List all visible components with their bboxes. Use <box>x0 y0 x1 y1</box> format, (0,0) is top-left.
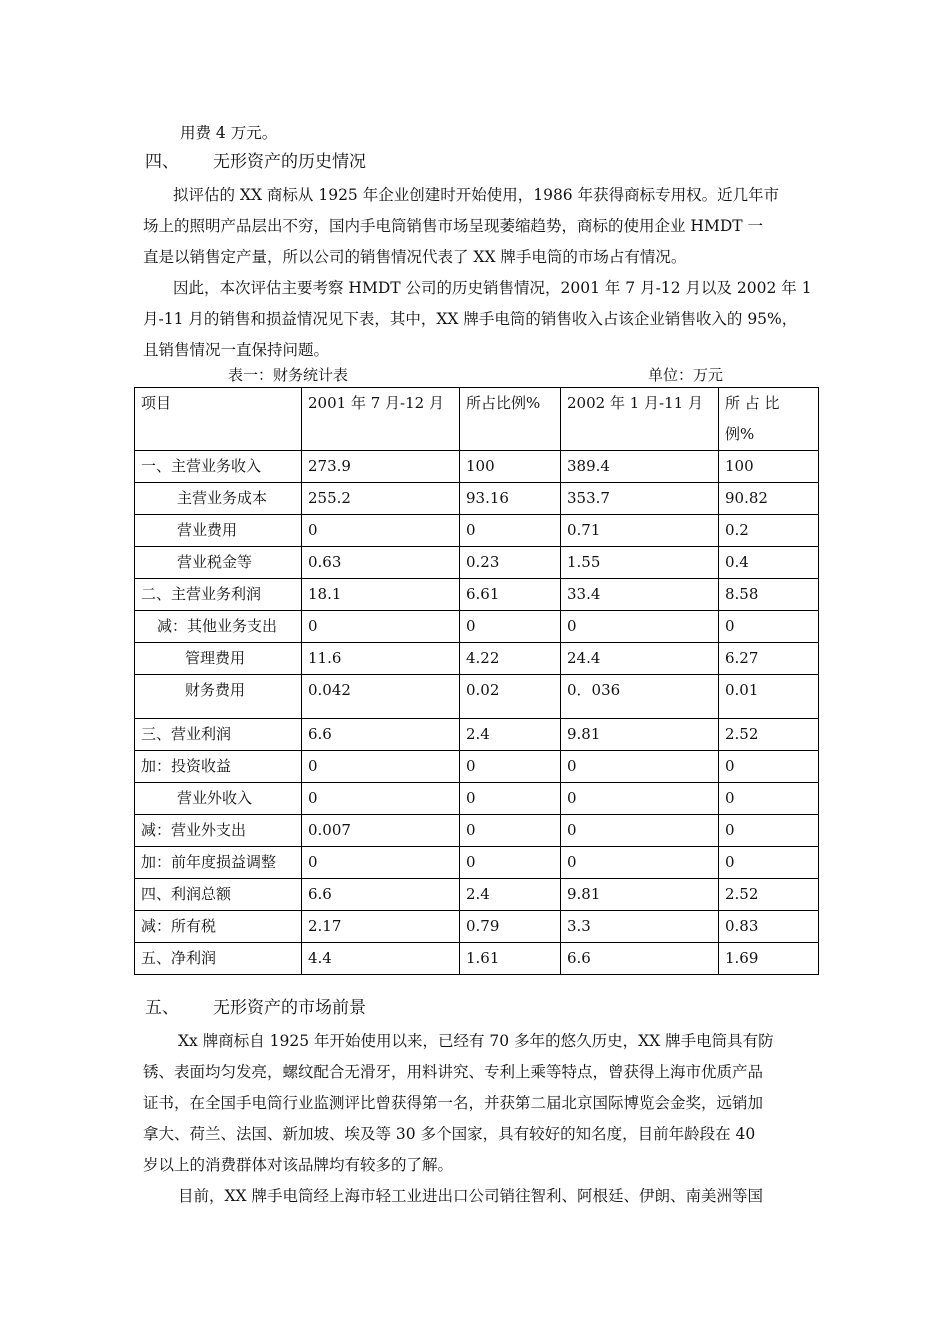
row-item: 加：前年度损益调整 <box>135 847 302 879</box>
row-item: 减：其他业务支出 <box>135 611 302 643</box>
s5-p1-line5: 岁以上的消费群体对该品牌均有较多的了解。 <box>143 1156 454 1174</box>
cell-ratio-2001: 0 <box>460 515 561 547</box>
row-item: 财务费用 <box>135 675 302 719</box>
table-unit: 单位：万元 <box>648 366 724 384</box>
cell-ratio-2002: 0 <box>719 847 819 879</box>
cell-ratio-2001: 93.16 <box>460 483 561 515</box>
cell-2001: 0 <box>302 783 460 815</box>
table-row <box>135 547 819 579</box>
cell-ratio-2002: 0.2 <box>719 515 819 547</box>
row-item: 三、营业利润 <box>135 719 302 751</box>
row-item: 管理费用 <box>135 643 302 675</box>
table-row <box>135 879 819 911</box>
section-5-number: 五、 <box>145 998 179 1018</box>
table-row <box>135 815 819 847</box>
cell-2002: 6.6 <box>561 943 719 975</box>
cell-2002: 33.4 <box>561 579 719 611</box>
header-2002: 2002 年 1 月-11 月 <box>561 388 719 451</box>
cell-2001: 6.6 <box>302 879 460 911</box>
row-item: 减：所有税 <box>135 911 302 943</box>
cell-ratio-2001: 1.61 <box>460 943 561 975</box>
row-item: 四、利润总额 <box>135 879 302 911</box>
s4-p1-line1: 拟评估的 XX 商标从 1925 年企业创建时开始使用，1986 年获得商标专用权。近几年市 <box>173 186 780 204</box>
cell-ratio-2001: 2.4 <box>460 879 561 911</box>
cell-ratio-2002: 6.27 <box>719 643 819 675</box>
cell-2001: 18.1 <box>302 579 460 611</box>
row-item: 营业税金等 <box>135 547 302 579</box>
s5-p2-line1: 目前，XX 牌手电筒经上海市轻工业进出口公司销往智利、阿根廷、伊朗、南美洲等国 <box>178 1187 763 1205</box>
table-row <box>135 911 819 943</box>
s4-p2-line1: 因此，本次评估主要考察 HMDT 公司的历史销售情况，2001 年 7 月-12 月以及 2002 年 1 <box>173 279 812 297</box>
cell-ratio-2002: 2.52 <box>719 879 819 911</box>
cell-ratio-2001: 0.02 <box>460 675 561 719</box>
table-caption: 表一：财务统计表 <box>228 366 349 384</box>
cell-ratio-2001: 0.79 <box>460 911 561 943</box>
table-row <box>135 579 819 611</box>
cell-2002: 0 <box>561 611 719 643</box>
table-row <box>135 451 819 483</box>
cell-2001: 0.007 <box>302 815 460 847</box>
header-2001: 2001 年 7 月-12 月 <box>302 388 460 451</box>
table-row <box>135 483 819 515</box>
cell-2001: 0.63 <box>302 547 460 579</box>
table-row <box>135 719 819 751</box>
cell-2001: 0 <box>302 611 460 643</box>
cell-ratio-2002: 1.69 <box>719 943 819 975</box>
table-header-row <box>135 388 819 451</box>
row-item: 营业外收入 <box>135 783 302 815</box>
cell-2002: 0．036 <box>561 675 719 719</box>
cell-2001: 0 <box>302 751 460 783</box>
cell-2002: 353.7 <box>561 483 719 515</box>
row-item: 一、主营业务收入 <box>135 451 302 483</box>
cell-ratio-2002: 0 <box>719 783 819 815</box>
section-4-title: 无形资产的历史情况 <box>213 152 366 172</box>
cell-ratio-2002: 90.82 <box>719 483 819 515</box>
header-item: 项目 <box>135 388 302 451</box>
row-item: 五、净利润 <box>135 943 302 975</box>
cell-ratio-2002: 0 <box>719 815 819 847</box>
cell-ratio-2002: 2.52 <box>719 719 819 751</box>
cell-2002: 0 <box>561 783 719 815</box>
section-5-heading <box>145 996 366 1020</box>
cell-ratio-2002: 0.4 <box>719 547 819 579</box>
cell-2001: 4.4 <box>302 943 460 975</box>
s4-p2-line2: 月-11 月的销售和损益情况见下表，其中，XX 牌手电筒的销售收入占该企业销售收入的 95%， <box>143 310 798 328</box>
cell-2002: 9.81 <box>561 879 719 911</box>
section-4-heading <box>145 150 366 174</box>
row-item: 营业费用 <box>135 515 302 547</box>
s4-p1-line2: 场上的照明产品层出不穷，国内手电筒销售市场呈现萎缩趋势，商标的使用企业 HMDT 一 <box>143 217 764 235</box>
cell-2002: 0 <box>561 751 719 783</box>
cell-2001: 0 <box>302 847 460 879</box>
cell-ratio-2002: 0.01 <box>719 675 819 719</box>
table-row <box>135 675 819 719</box>
cell-2001: 0.042 <box>302 675 460 719</box>
cell-ratio-2002: 0.83 <box>719 911 819 943</box>
s4-p1-line3: 直是以销售定产量，所以公司的销售情况代表了 XX 牌手电筒的市场占有情况。 <box>143 248 687 266</box>
section-4-number: 四、 <box>145 152 179 172</box>
cell-ratio-2002: 8.58 <box>719 579 819 611</box>
table-row <box>135 515 819 547</box>
cell-ratio-2001: 0 <box>460 815 561 847</box>
cell-2002: 24.4 <box>561 643 719 675</box>
cell-2001: 273.9 <box>302 451 460 483</box>
cell-ratio-2002: 0 <box>719 611 819 643</box>
s5-p1-line2: 锈、表面均匀发亮，螺纹配合无滑牙，用料讲究、专利上乘等特点，曾获得上海市优质产品 <box>143 1063 764 1081</box>
cell-2002: 0 <box>561 847 719 879</box>
cell-ratio-2001: 6.61 <box>460 579 561 611</box>
cell-ratio-2001: 100 <box>460 451 561 483</box>
s5-p1-line1: Xx 牌商标自 1925 年开始使用以来，已经有 70 多年的悠久历史，XX 牌手电筒具有防 <box>178 1032 774 1050</box>
table-row <box>135 783 819 815</box>
cell-2002: 1.55 <box>561 547 719 579</box>
s4-p2-line3: 且销售情况一直保持问题。 <box>143 341 330 359</box>
cell-ratio-2002: 0 <box>719 751 819 783</box>
cell-2002: 3.3 <box>561 911 719 943</box>
cell-ratio-2001: 0 <box>460 783 561 815</box>
table-row <box>135 643 819 675</box>
financial-table <box>134 387 819 975</box>
cell-2001: 0 <box>302 515 460 547</box>
row-item: 二、主营业务利润 <box>135 579 302 611</box>
header-ratio-2002: 所 占 比 例% <box>719 388 819 451</box>
cell-2001: 11.6 <box>302 643 460 675</box>
table-row <box>135 751 819 783</box>
cell-2002: 0 <box>561 815 719 847</box>
table-row <box>135 847 819 879</box>
row-item: 加：投资收益 <box>135 751 302 783</box>
cell-2002: 389.4 <box>561 451 719 483</box>
s5-p1-line4: 拿大、荷兰、法国、新加坡、埃及等 30 多个国家，具有较好的知名度，目前年龄段在 40 <box>143 1125 756 1143</box>
cell-ratio-2001: 0.23 <box>460 547 561 579</box>
header-ratio-2001: 所占比例% <box>460 388 561 451</box>
cell-ratio-2002: 100 <box>719 451 819 483</box>
cell-2002: 0.71 <box>561 515 719 547</box>
cell-ratio-2001: 0 <box>460 751 561 783</box>
cell-2001: 6.6 <box>302 719 460 751</box>
table-row <box>135 943 819 975</box>
row-item: 主营业务成本 <box>135 483 302 515</box>
section-5-title: 无形资产的市场前景 <box>213 998 366 1018</box>
cell-2002: 9.81 <box>561 719 719 751</box>
cell-2001: 2.17 <box>302 911 460 943</box>
s5-p1-line3: 证书，在全国手电筒行业监测评比曾获得第一名，并获第二届北京国际博览会金奖，远销加 <box>143 1094 764 1112</box>
cell-2001: 255.2 <box>302 483 460 515</box>
cell-ratio-2001: 4.22 <box>460 643 561 675</box>
paragraph-carryover: 用费 4 万元。 <box>180 124 278 142</box>
row-item: 减：营业外支出 <box>135 815 302 847</box>
cell-ratio-2001: 0 <box>460 847 561 879</box>
cell-ratio-2001: 2.4 <box>460 719 561 751</box>
table-row <box>135 611 819 643</box>
cell-ratio-2001: 0 <box>460 611 561 643</box>
